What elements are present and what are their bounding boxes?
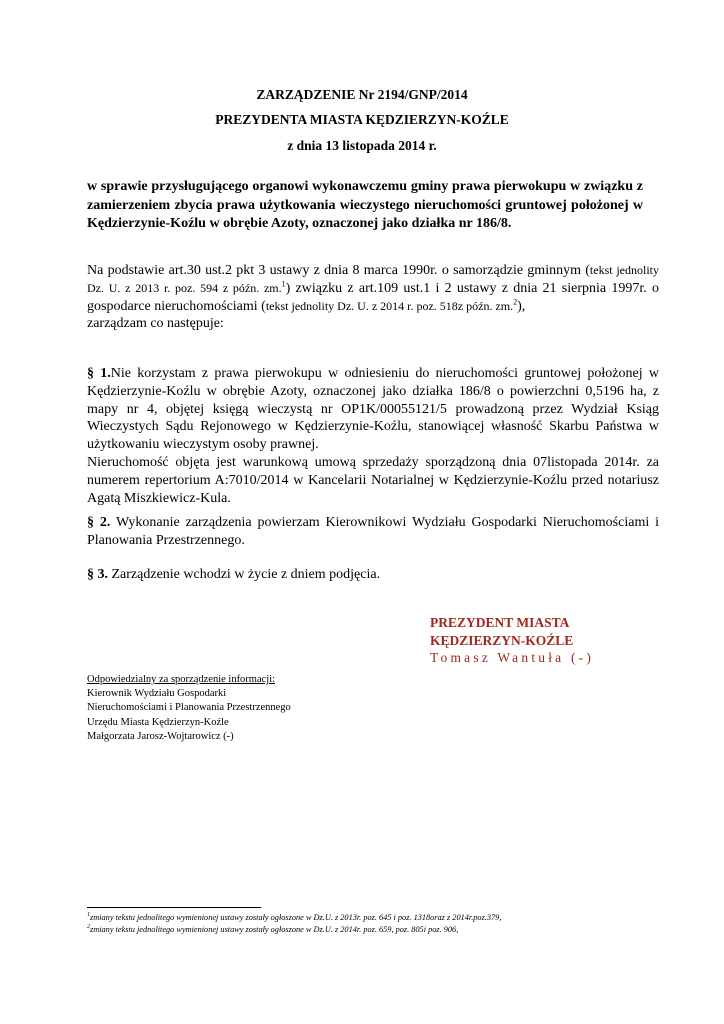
section-2-label: § 2. bbox=[87, 515, 111, 530]
responsible-line: Małgorzata Jarosz-Wojtarowicz (-) bbox=[87, 730, 234, 742]
section-3 bbox=[87, 566, 659, 584]
signature-title-line-2: KĘDZIERZYN-KOŹLE bbox=[430, 632, 574, 648]
footnote-text: zmiany tekstu jednolitego wymienionej ustawy zostały ogłoszone w Dz.U. z 2013r. poz. 645 i poz. 1318oraz z 2014r.poz.379, bbox=[90, 913, 502, 922]
section-1-label: § 1. bbox=[87, 366, 111, 381]
footnote-ref-2: 2 bbox=[513, 296, 518, 306]
document-issuer: PREZYDENTA MIASTA KĘDZIERZYN-KOŹLE bbox=[215, 112, 509, 127]
basis-text-1: Na podstawie art.30 ust.2 pkt 3 ustawy z dnia 8 marca 1990r. o samorządzie gminnym ( bbox=[87, 263, 590, 278]
signature-block bbox=[430, 614, 594, 667]
section-3-label: § 3. bbox=[87, 567, 108, 582]
responsible-person-block bbox=[87, 673, 291, 744]
signature-name: Tomasz Wantuła (-) bbox=[430, 650, 595, 665]
responsible-heading: Odpowiedzialny za sporządzenie informacji: bbox=[87, 674, 276, 685]
basis-closing: zarządzam co następuje: bbox=[87, 316, 224, 332]
basis-citation-2: tekst jednolity Dz. U. z 2014 r. poz. 518z późn. zm. bbox=[265, 298, 514, 313]
section-3-text: Zarządzenie wchodzi w życie z dniem podjęcia. bbox=[108, 567, 381, 582]
responsible-line: Kierownik Wydziału Gospodarki bbox=[87, 688, 227, 700]
responsible-line: Urzędu Miasta Kędzierzyn-Koźle bbox=[87, 716, 229, 728]
footnote-number: 2 bbox=[87, 923, 90, 930]
section-1 bbox=[87, 365, 659, 507]
basis-text-3: ), bbox=[517, 298, 526, 314]
footnote-text: zmiany tekstu jednolitego wymienionej ustawy zostały ogłoszone w Dz.U. z 2014r. poz. 659, poz. 805i poz. 906, bbox=[90, 924, 459, 934]
section-1-text: Nie korzystam z prawa pierwokupu w odniesieniu do nieruchomości gruntowej położonej w Kędzierzynie-Koźlu w obrębie Azoty, oznaczonej jako działka 186/8 o powierzchni 0,5196 ha, z mapy nr 4, objętej księgą wieczystą nr OP1K/00055121/5 prowadzoną przez Wydział Ksiąg Wieczystych Sądu Rejonowego w Kędzierzynie-Koźlu, stanowiącej własność Skarbu Państwa w użytkowaniu wieczystym osoby prawnej. bbox=[87, 366, 659, 453]
footnote-item bbox=[87, 924, 501, 936]
footnote-item bbox=[87, 912, 501, 924]
document-title: ZARZĄDZENIE Nr 2194/GNP/2014 bbox=[256, 87, 468, 102]
footnote-separator bbox=[87, 907, 261, 908]
section-1-text-2: Nieruchomość objęta jest warunkową umową sprzedaży sporządzoną dnia 07listopada 2014r. za numerem repertorium A:7010/2014 w Kancelarii Notarialnej w Kędzierzynie-Koźlu przed notariusz Agatą Miszkiewicz-Kula. bbox=[87, 454, 659, 506]
footnote-ref-1: 1 bbox=[281, 279, 286, 289]
footnotes bbox=[87, 912, 501, 935]
section-2-text: Wykonanie zarządzenia powierzam Kierownikowi Wydziału Gospodarki Nieruchomościami i Planowania Przestrzennego. bbox=[87, 515, 659, 548]
basis-citation-1: tekst jednolity Dz. U. z 2013 r. poz. 594 z późn. zm. bbox=[87, 263, 659, 295]
signature-title-line-1: PREZYDENT MIASTA bbox=[430, 615, 570, 630]
section-2 bbox=[87, 514, 659, 550]
document-subject: w sprawie przysługującego organowi wykonawczemu gminy prawa pierwokupu w związku z zamierzeniem zbycia prawa użytkowania wieczystego nieruchomości gruntowej położonej w Kędzierzynie-Koźlu w obrębie Azoty, oznaczonej jako działka nr 186/8. bbox=[87, 179, 643, 231]
document-date: z dnia 13 listopada 2014 r. bbox=[287, 138, 437, 153]
legal-basis-paragraph bbox=[87, 262, 659, 333]
footnote-number: 1 bbox=[87, 912, 90, 919]
responsible-line: Nieruchomościami i Planowania Przestrzennego bbox=[87, 702, 291, 714]
basis-text-2: ) związku z art.109 ust.1 i 2 ustawy z dnia 21 sierpnia 1997r. o gospodarce nieruchomościami ( bbox=[87, 280, 659, 314]
